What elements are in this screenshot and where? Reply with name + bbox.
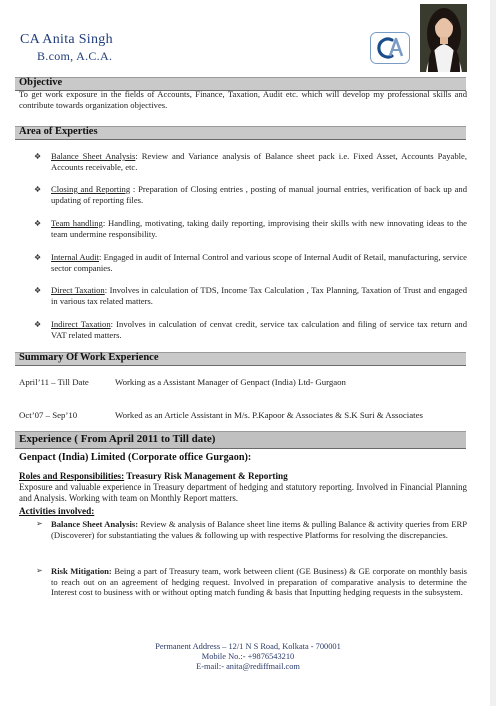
expertise-label: Balance Sheet Analysis	[51, 151, 136, 161]
diamond-bullet-icon: ❖	[34, 152, 42, 161]
section-title: Area of Experties	[19, 126, 98, 137]
ca-logo	[370, 32, 410, 64]
activities-heading	[19, 506, 94, 516]
section-title: Experience ( From April 2011 to Till date)	[19, 433, 216, 445]
expertise-label: Team handling	[51, 218, 103, 228]
expertise-desc: : Handling, motivating, taking daily reporting, improvising their skills with new innovating ideas to the team undermine responsibility.	[51, 218, 467, 239]
expertise-desc: : Involves in calculation of TDS, Income Tax Calculation , Tax Planning, Taxation of Trust and engaged in various tax related matters.	[51, 285, 467, 306]
expertise-item	[51, 184, 467, 205]
work-description: Working as a Assistant Manager of Genpact (India) Ltd- Gurgaon	[115, 377, 346, 387]
section-experience-header	[15, 431, 466, 449]
section-title: Objective	[19, 77, 63, 88]
roles-text: Exposure and valuable experience in Treasury department of hedging and statutory reporting. Involved in Financial Planning and Analysis. Working with team on Monthly Report matters.	[19, 482, 467, 503]
footer-email[interactable]: E-mail:- anita@rediffmail.com	[196, 662, 300, 671]
activity-label: Balance Sheet Analysis:	[51, 519, 139, 529]
work-date: Oct’07 – Sep’10	[19, 410, 78, 420]
portrait-image	[420, 4, 467, 72]
activity-label: Risk Mitigation:	[51, 566, 112, 576]
activity-item	[51, 519, 467, 540]
candidate-degree: B.com, A.C.A.	[37, 49, 113, 63]
activities-label: Activities involved:	[19, 506, 95, 516]
footer-mobile: Mobile No.:- +9876543210	[201, 652, 295, 661]
diamond-bullet-icon: ❖	[34, 320, 42, 329]
roles-value: Treasury Risk Management & Reporting	[124, 471, 288, 481]
work-description: Worked as an Article Assistant in M/s. P.Kapoor & Associates & S.K Suri & Associates	[115, 410, 423, 420]
section-summary-header	[15, 352, 466, 366]
expertise-desc: : Engaged in audit of Internal Control and various scope of Internal Audit of Retail, manufacturing, service sector companies.	[51, 252, 467, 273]
expertise-desc: : Review and Variance analysis of Balance sheet pack i.e. Fixed Asset, Accounts Payable, Accounts receivable, etc.	[51, 151, 467, 172]
expertise-item	[51, 151, 467, 172]
expertise-desc: : Involves in calculation of cenvat credit, service tax calculation and filing of service tax return and VAT related matters.	[51, 319, 467, 340]
expertise-label: Indirect Taxation	[51, 319, 111, 329]
arrow-bullet-icon: ➢	[36, 519, 43, 528]
diamond-bullet-icon: ❖	[34, 219, 42, 228]
diamond-bullet-icon: ❖	[34, 253, 42, 262]
roles-heading	[19, 471, 288, 481]
profile-photo	[420, 4, 467, 72]
diamond-bullet-icon: ❖	[34, 286, 42, 295]
expertise-label: Internal Audit	[51, 252, 99, 262]
expertise-label: Closing and Reporting	[51, 184, 131, 194]
activity-desc: Review & analysis of Balance sheet line items & pulling Balance & activity queries from ERP (Discoverer) for substantiating the values & following up with respective Platforms for resolving the discrepancies.	[51, 519, 467, 540]
objective-text: To get work exposure in the fields of Accounts, Finance, Taxation, Audit etc. which will develop my professional skills and contribute towards organization objectives.	[19, 89, 467, 110]
expertise-label: Direct Taxation	[51, 285, 105, 295]
diamond-bullet-icon: ❖	[34, 185, 42, 194]
company-name: Genpact (India) Limited (Corporate office Gurgaon):	[19, 452, 252, 463]
expertise-item	[51, 218, 467, 239]
activity-item	[51, 566, 467, 598]
activity-desc: Being a part of Treasury team, work between client (GE Business) & GE corporate on monthly basis to reach out on an agreement of hedging request. Involved in preparation of comparative analysis to determine the Interest cost to business with or without opting match funding & basis that Inputting hedging requests in the subsystem.	[51, 566, 467, 598]
expertise-item	[51, 319, 467, 340]
scrollbar[interactable]	[490, 0, 496, 706]
expertise-item	[51, 252, 467, 273]
section-expertise-header	[15, 126, 466, 140]
roles-label: Roles and Responsibilities:	[19, 471, 125, 481]
expertise-desc: : Preparation of Closing entries , posting of manual journal entries, verification of back up and updating of reporting files.	[51, 184, 467, 205]
work-date: April’11 – Till Date	[19, 377, 89, 387]
candidate-name: CA Anita Singh	[20, 32, 113, 47]
section-title: Summary Of Work Experience	[19, 352, 159, 363]
arrow-bullet-icon: ➢	[36, 566, 43, 575]
expertise-item	[51, 285, 467, 306]
footer-address: Permanent Address – 12/1 N S Road, Kolkata - 700001	[155, 642, 341, 651]
